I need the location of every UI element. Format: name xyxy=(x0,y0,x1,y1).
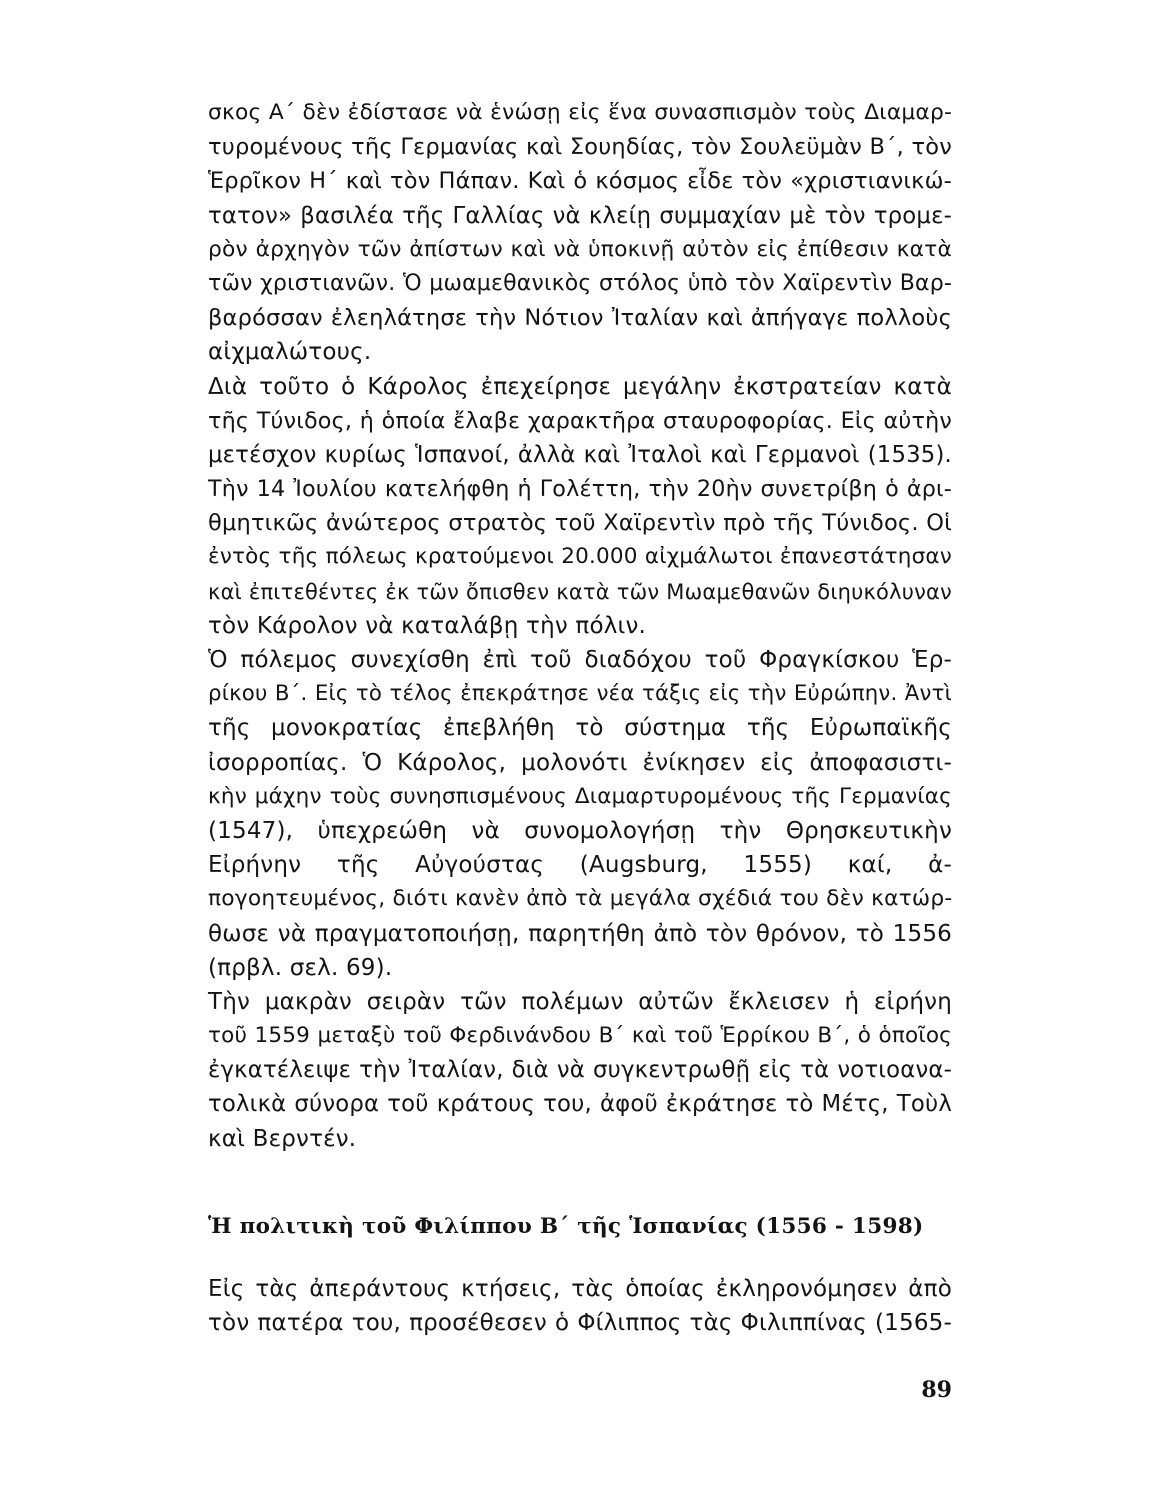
text-line: Εἰς τὰς ἀπεράντους κτήσεις, τὰς ὁποίας ἐκληρονόμησεν ἀπὸ xyxy=(208,1276,952,1302)
text-line: βαρόσσαν ἐλεηλάτησε τὴν Νότιον Ἰταλίαν καὶ ἀπήγαγε πολλοὺς xyxy=(208,305,952,332)
text-line: τολικὰ σύνορα τοῦ κράτους του, ἀφοῦ ἐκράτησε τὸ Μέτς, Τοὺλ xyxy=(208,1091,952,1118)
text-line: Ὁ πόλεμος συνεχίσθη ἐπὶ τοῦ διαδόχου τοῦ Φραγκίσκου Ἑρ- xyxy=(208,647,952,673)
text-line: θμητικῶς ἀνώτερος στρατὸς τοῦ Χαϊρεντὶν πρὸ τῆς Τύνιδος. Οἱ xyxy=(208,510,952,537)
text-line: τῶν χριστιανῶν. Ὁ μωαμεθανικὸς στόλος ὑπὸ τὸν Χαϊρεντὶν Βαρ- xyxy=(208,270,952,296)
text-line: Εἰρήνην τῆς Αὐγούστας (Augsburg, 1555) καί, ἀ- xyxy=(208,852,952,879)
body-text-continued xyxy=(208,1272,952,1340)
text-line: τοῦ 1559 μεταξὺ τοῦ Φερδινάνδου Β΄ καὶ τοῦ Ἑρρίκου Β΄, ὁ ὁποῖος xyxy=(208,1023,952,1049)
text-line: πογοητευμένος, διότι κανὲν ἀπὸ τὰ μεγάλα σχέδιά του δὲν κατώρ- xyxy=(208,886,953,912)
section-heading: Ἡ πολιτικὴ τοῦ Φιλίππου Β΄ τῆς Ἱσπανίας (1556 - 1598) xyxy=(208,1214,924,1239)
page-number: 89 xyxy=(921,1377,952,1403)
text-line: μετέσχον κυρίως Ἱσπανοί, ἀλλὰ καὶ Ἰταλοὶ καὶ Γερμανοὶ (1535). xyxy=(208,441,952,468)
text-line: (1547), ὑπεχρεώθη νὰ συνομολογήσῃ τὴν Θρησκευτικὴν xyxy=(208,817,952,844)
text-line: Διὰ τοῦτο ὁ Κάρολος ἐπεχείρησε μεγάλην ἐκστρατείαν κατὰ xyxy=(208,373,952,400)
text-line: ρίκου Β΄. Εἰς τὸ τέλος ἐπεκράτησε νέα τάξις εἰς τὴν Εὐρώπην. Ἀντὶ xyxy=(208,681,952,707)
text-line: τατον» βασιλέα τῆς Γαλλίας νὰ κλείῃ συμμαχίαν μὲ τὸν τρομε- xyxy=(208,202,952,229)
text-line: ἰσορροπίας. Ὁ Κάρολος, μολονότι ἐνίκησεν εἰς ἀποφασιστι- xyxy=(208,749,952,776)
text-line: καὶ ἐπιτεθέντες ἐκ τῶν ὄπισθεν κατὰ τῶν Μωαμεθανῶν διηυκόλυναν xyxy=(208,579,952,604)
text-line: ἐγκατέλειψε τὴν Ἰταλίαν, διὰ νὰ συγκεντρωθῇ εἰς τὰ νοτιοανα- xyxy=(208,1057,952,1084)
text-line: Ἑρρῖκον Η΄ καὶ τὸν Πάπαν. Καὶ ὁ κόσμος εἶδε τὸν «χριστιανικώ- xyxy=(208,168,952,195)
text-line: τὸν πατέρα του, προσέθεσεν ὁ Φίλιππος τὰς Φιλιππίνας (1565- xyxy=(208,1310,952,1337)
section-heading-block xyxy=(208,1210,952,1244)
text-line: Τὴν 14 Ἰουλίου κατελήφθη ἡ Γολέττη, τὴν 20ὴν συνετρίβη ὁ ἀρι- xyxy=(208,476,952,503)
text-line: σκος Α΄ δὲν ἐδίστασε νὰ ἑνώσῃ εἰς ἕνα συνασπισμὸν τοὺς Διαμαρ- xyxy=(208,100,952,125)
text-line: αἰχμαλώτους. xyxy=(208,339,372,366)
text-line: ρὸν ἀρχηγὸν τῶν ἀπίστων καὶ νὰ ὑποκινῇ αὐτὸν εἰς ἐπίθεσιν κατὰ xyxy=(208,236,952,262)
text-line: τυρομένους τῆς Γερμανίας καὶ Σουηδίας, τὸν Σουλεϋμὰν Β΄, τὸν xyxy=(208,134,952,161)
text-line: ἐντὸς τῆς πόλεως κρατούμενοι 20.000 αἰχμάλωτοι ἐπανεστάτησαν xyxy=(208,544,952,570)
text-line: καὶ Βερντέν. xyxy=(208,1125,357,1152)
body-text xyxy=(208,96,952,1156)
text-line: τῆς μονοκρατίας ἐπεβλήθη τὸ σύστημα τῆς Εὐρωπαϊκῆς xyxy=(208,715,952,742)
text-line: Τὴν μακρὰν σειρὰν τῶν πολέμων αὐτῶν ἔκλεισεν ἡ εἰρήνη xyxy=(208,988,952,1015)
text-line: τὸν Κάρολον νὰ καταλάβῃ τὴν πόλιν. xyxy=(208,612,647,639)
text-line: τῆς Τύνιδος, ἡ ὁποία ἔλαβε χαρακτῆρα σταυροφορίας. Εἰς αὐτὴν xyxy=(208,407,952,434)
text-line: (πρβλ. σελ. 69). xyxy=(208,954,393,981)
text-line: θωσε νὰ πραγματοποιήσῃ, παρητήθη ἀπὸ τὸν θρόνον, τὸ 1556 xyxy=(208,920,952,947)
text-line: κὴν μάχην τοὺς συνησπισμένους Διαμαρτυρομένους τῆς Γερμανίας xyxy=(208,783,952,809)
